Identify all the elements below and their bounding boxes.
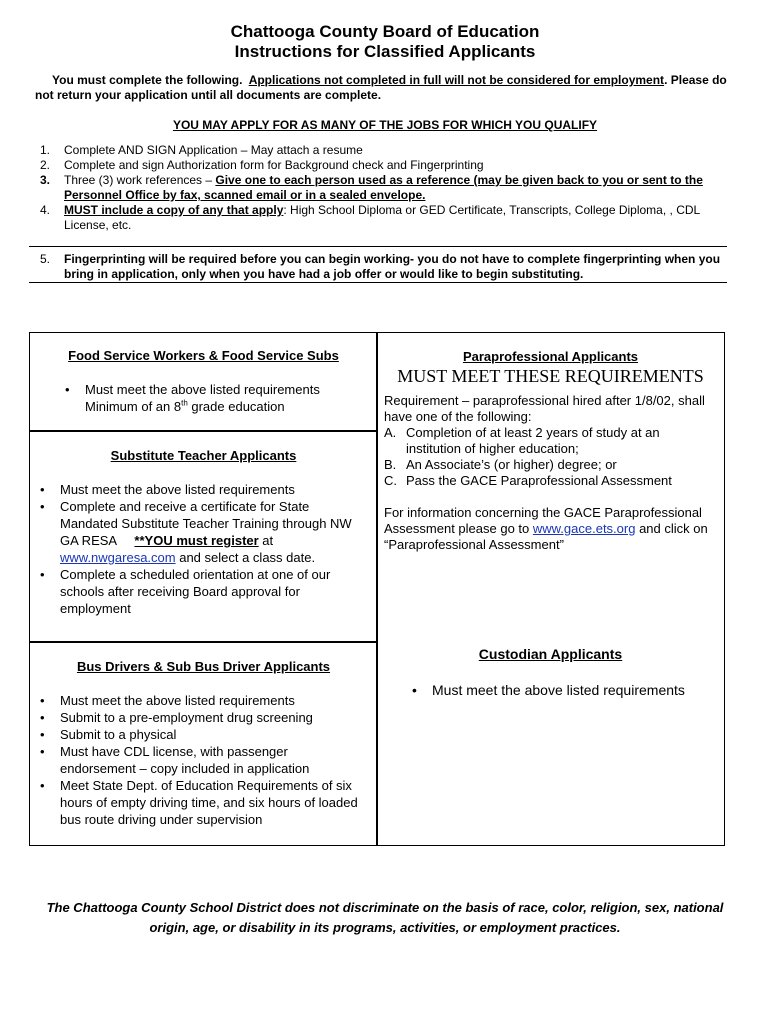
list-item: 1. Complete AND SIGN Application – May attach a resume	[40, 143, 363, 157]
list-item: A. Completion of at least 2 years of study at an institution of higher education;	[384, 425, 660, 456]
list-item: • Must meet the above listed requirements Minimum of an 8th grade education	[61, 381, 377, 415]
list-item: C. Pass the GACE Paraprofessional Assessment	[384, 473, 672, 488]
food-service-title: Food Service Workers & Food Service Subs	[68, 348, 339, 363]
bus-title: Bus Drivers & Sub Bus Driver Applicants	[76, 659, 331, 674]
nwgaresa-link[interactable]: www.nwgaresa.com	[60, 550, 176, 565]
right-column-section	[376, 332, 725, 846]
para-requirement: Requirement – paraprofessional hired after 1/8/02, shall have one of the following:	[384, 393, 705, 424]
para-subtitle: MUST MEET THESE REQUIREMENTS	[397, 366, 704, 386]
list-item: • Submit to a physical	[36, 726, 363, 743]
list-item: 4. MUST include a copy of any that apply: High School Diploma or GED Certificate, Transcripts, College Diploma, , CDL License, etc.	[40, 203, 700, 232]
substitute-title: Substitute Teacher Applicants	[110, 448, 297, 463]
intro-text: You must complete the following.	[52, 73, 243, 87]
list-item: • Must meet the above listed requirements	[36, 692, 363, 709]
para-options	[384, 425, 712, 489]
page-title: Chattooga County Board of Education	[230, 22, 540, 41]
fingerprint-note	[35, 252, 725, 282]
list-item: • Submit to a pre-employment drug screening	[36, 709, 363, 726]
list-item: • Complete a scheduled orientation at one of our schools after receiving Board approval for employment	[36, 566, 363, 617]
list-item: • Meet State Dept. of Education Requirements of six hours of empty driving time, and six hours of loaded bus route driving under supervision	[36, 777, 363, 828]
intro-paragraph	[35, 73, 735, 103]
gace-link[interactable]: www.gace.ets.org	[532, 521, 636, 536]
list-item: 5. Fingerprinting will be required before you can begin working- you do not have to complete fingerprinting when you bring in application, only when you have had a job offer or would like to begin substituting.	[40, 252, 721, 281]
substitute-teacher-section	[29, 430, 378, 643]
food-service-section	[29, 332, 378, 432]
page-subtitle: Instructions for Classified Applicants	[234, 42, 536, 61]
instructions-list	[35, 143, 725, 233]
divider	[29, 246, 727, 247]
list-item: B. An Associate’s (or higher) degree; or	[384, 457, 617, 472]
list-item: 3. Three (3) work references – Give one to each person used as a reference (may be given back to you or sent to the Personnel Office by fax, scanned email or in a sealed envelope.	[40, 173, 703, 202]
may-apply-heading: YOU MAY APPLY FOR AS MANY OF THE JOBS FOR WHICH YOU QUALIFY	[172, 118, 598, 132]
nondiscrimination-statement: The Chattooga County School District does not discriminate on the basis of race, color, religion, sex, national origin, age, or disability in its programs, activities, or employment practices.	[46, 900, 724, 935]
divider	[29, 282, 727, 283]
list-item: • Complete and receive a certificate for State Mandated Substitute Teacher Training through NW GA RESA **YOU must register at www.nwgaresa.com and select a class date.	[36, 498, 363, 566]
intro-text-2: . Please do not return your application until all documents are complete.	[35, 73, 727, 102]
list-item: • Must have CDL license, with passenger endorsement – copy included in application	[36, 743, 363, 777]
list-item: • Must meet the above listed requirements	[36, 481, 363, 498]
intro-underlined: Applications not completed in full will not be considered for employment	[248, 73, 665, 87]
list-item: • Must meet the above listed requirements	[408, 682, 718, 699]
custodian-title: Custodian Applicants	[478, 646, 623, 662]
list-item: 2. Complete and sign Authorization form for Background check and Fingerprinting	[40, 158, 484, 172]
bus-driver-section	[29, 641, 378, 846]
para-title: Paraprofessional Applicants	[462, 349, 639, 364]
para-info: For information concerning the GACE Paraprofessional Assessment please go to www.gace.ets.org and click on “Paraprofessional Assessment”	[384, 505, 708, 552]
